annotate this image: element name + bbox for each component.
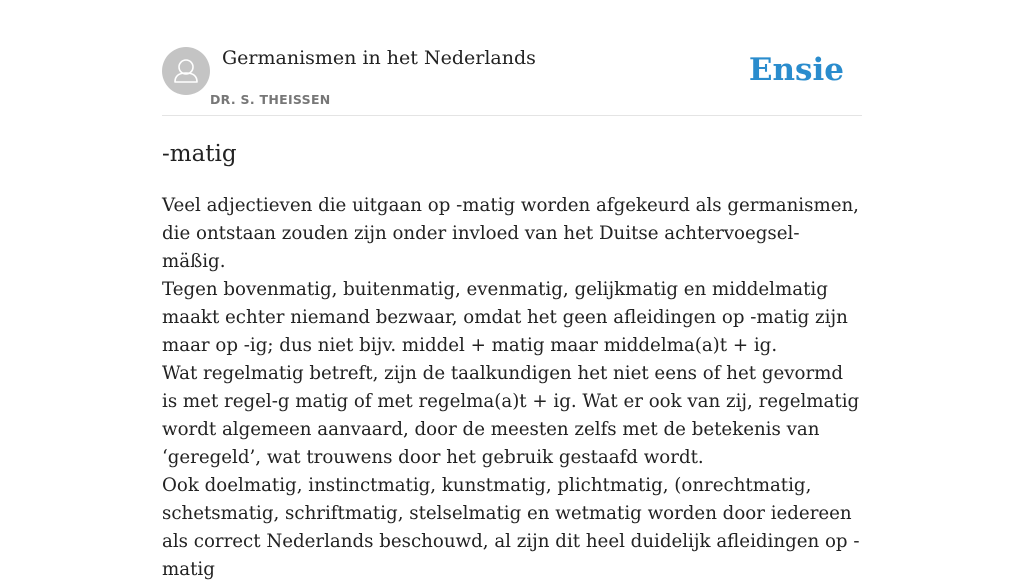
author-name[interactable]: DR. S. THEISSEN [210, 92, 331, 107]
brand-logo[interactable]: Ensie [748, 52, 844, 88]
book-title[interactable]: Germanismen in het Nederlands [222, 47, 536, 69]
entry-paragraph: Ook doelmatig, instinctmatig, kunstmatig, plichtmatig, (onrechtmatig, schetsmatig, schriftmatig, stelselmatig en wetmatig worden door iedereen als correct Nederlands beschouwd, al zijn dit heel duidelijk afleidingen op -matig [162, 475, 860, 580]
content-column [162, 0, 862, 580]
user-icon [162, 47, 210, 95]
entry-paragraph: Veel adjectieven die uitgaan op -matig worden afgekeurd als germanismen, die ontstaan zouden zijn onder invloed van het Duitse achtervoegsel-mäßig. [162, 195, 859, 272]
header [162, 0, 862, 116]
author-avatar[interactable] [162, 47, 210, 95]
entry-title: -matig [162, 141, 237, 167]
entry-paragraph: Tegen bovenmatig, buitenmatig, evenmatig, gelijkmatig en middelmatig maakt echter niemand bezwaar, omdat het geen afleidingen op -matig zijn maar op -ig; dus niet bijv. middel + matig maar middelma(a)t + ig. [162, 279, 848, 356]
entry-paragraph: Wat regelmatig betreft, zijn de taalkundigen het niet eens of het gevormd is met regel-g matig of met regelma(a)t + ig. Wat er ook van zij, regelmatig wordt algemeen aanvaard, door de meesten zelfs met de betekenis van ‘geregeld’, wat trouwens door het gebruik gestaafd wordt. [162, 363, 860, 468]
entry-body [162, 192, 862, 584]
